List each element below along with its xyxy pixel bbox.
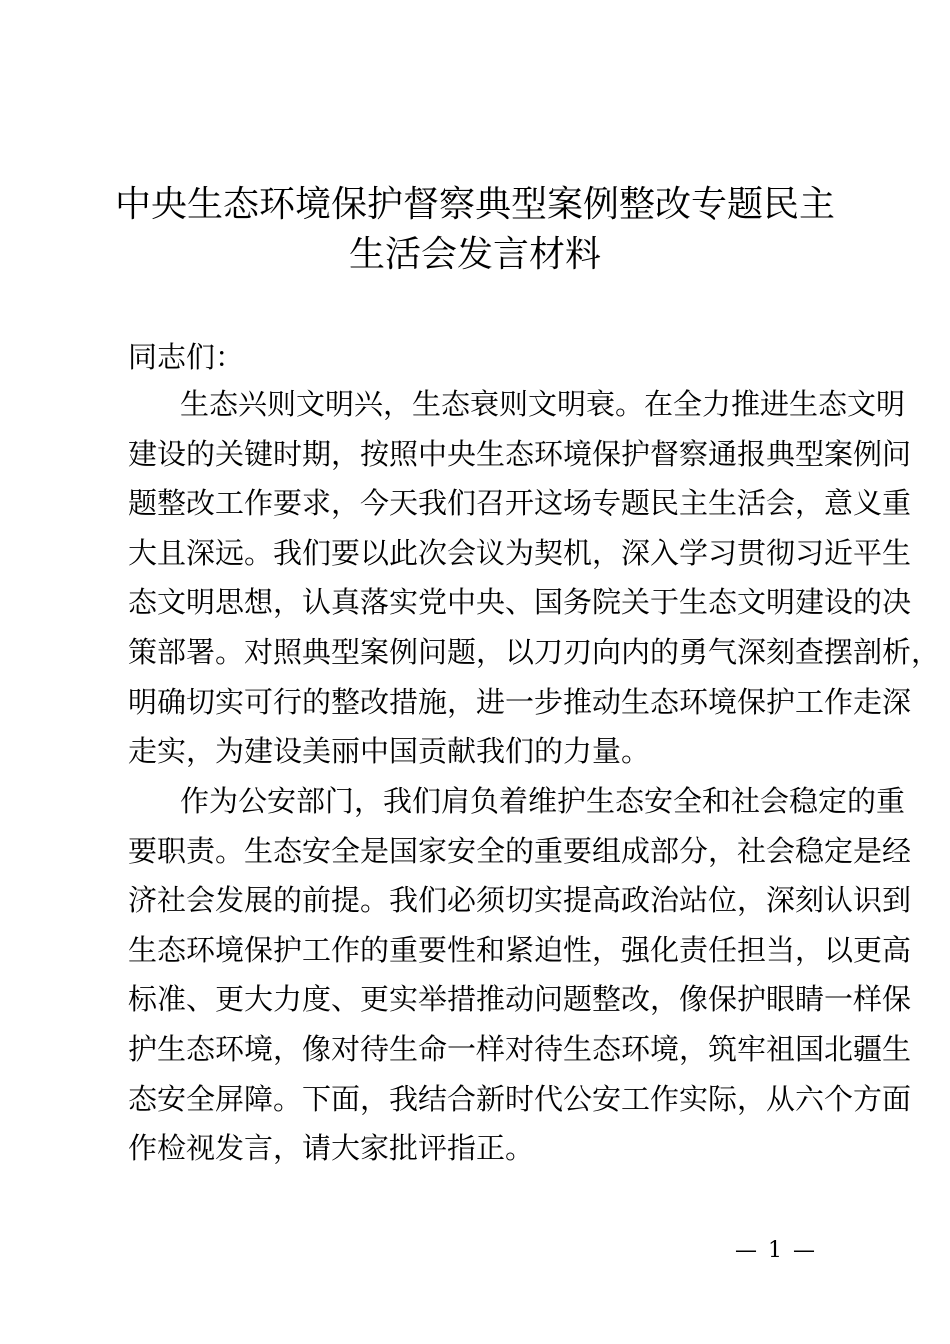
text-line: 大且深远。我们要以此次会议为契机，深入学习贯彻习近平生 — [128, 535, 912, 570]
text-line: 明确切实可行的整改措施，进一步推动生态环境保护工作走深 — [128, 684, 912, 719]
document-title-line-2: 生活会发言材料 — [348, 234, 601, 275]
text-line: 作检视发言，请大家批评指正。 — [128, 1131, 535, 1166]
text-line: 态文明思想，认真落实党中央、国务院关于生态文明建设的决 — [128, 585, 912, 620]
text-line: 要职责。生态安全是国家安全的重要组成部分，社会稳定是经 — [128, 833, 912, 868]
greeting: 同志们： — [128, 340, 245, 374]
text-line: 态安全屏障。下面，我结合新时代公安工作实际，从六个方面 — [128, 1081, 912, 1116]
document-title-line-1: 中央生态环境保护督察典型案例整改专题民主 — [114, 184, 835, 225]
text-line: 作为公安部门，我们肩负着维护生态安全和社会稳定的重 — [180, 784, 906, 818]
text-line: 题整改工作要求，今天我们召开这场专题民主生活会，意义重 — [128, 486, 912, 521]
text-line: 策部署。对照典型案例问题，以刀刃向内的勇气深刻查摆剖析， — [128, 634, 941, 669]
text-line: 走实，为建设美丽中国贡献我们的力量。 — [128, 734, 651, 769]
paragraph-1 — [128, 380, 941, 777]
text-line: 济社会发展的前提。我们必须切实提高政治站位，深刻认识到 — [128, 883, 912, 918]
paragraph-2 — [128, 777, 912, 1174]
page-number: — 1 — — [735, 1238, 817, 1263]
text-line: 生态环境保护工作的重要性和紧迫性，强化责任担当，以更高 — [128, 932, 912, 967]
text-line: 护生态环境，像对待生命一样对待生态环境，筑牢祖国北疆生 — [128, 1031, 912, 1066]
text-line: 生态兴则文明兴，生态衰则文明衰。在全力推进生态文明 — [180, 387, 906, 421]
text-line: 建设的关键时期，按照中央生态环境保护督察通报典型案例问 — [128, 436, 912, 471]
text-line: 标准、更大力度、更实举措推动问题整改，像保护眼睛一样保 — [128, 982, 912, 1017]
